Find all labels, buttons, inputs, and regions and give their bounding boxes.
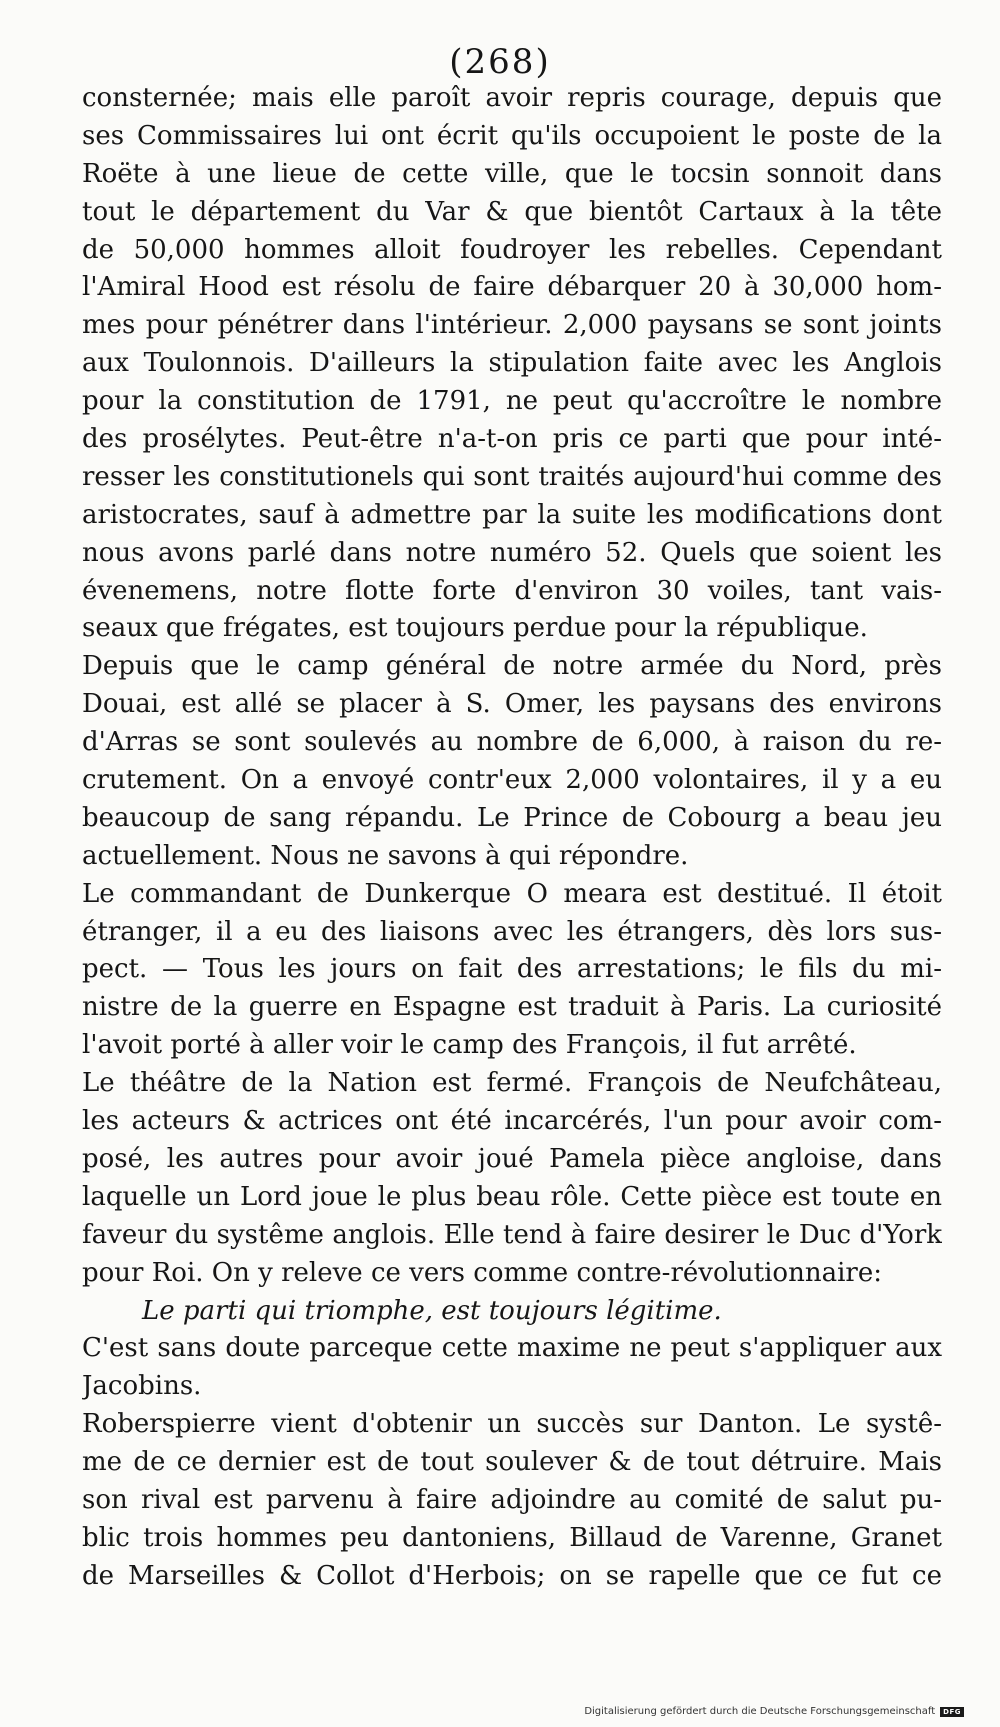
digitization-credit	[584, 1706, 964, 1717]
text-line: resser les constitutionels qui sont traités aujourd'hui comme des	[82, 461, 942, 492]
text-line: C'est sans doute parceque cette maxime ne peut s'appliquer aux	[82, 1333, 942, 1364]
verse-line: Le parti qui triomphe, est toujours légitime.	[142, 1295, 722, 1326]
text-line: Roberspierre vient d'obtenir un succès sur Danton. Le systê-	[82, 1409, 942, 1440]
text-line: blic trois hommes peu dantoniens, Billaud de Varenne, Granet	[82, 1522, 942, 1553]
text-line: nous avons parlé dans notre numéro 52. Quels que soient les	[82, 537, 942, 568]
text-line: Depuis que le camp général de notre armée du Nord, près	[82, 651, 942, 682]
text-line: posé, les autres pour avoir joué Pamela pièce angloise, dans	[82, 1143, 942, 1174]
text-line: pect. — Tous les jours on fait des arrestations; le fils du mi-	[82, 954, 942, 985]
text-line: de Marseilles & Collot d'Herbois; on se rapelle que ce fut ce	[82, 1560, 942, 1591]
text-line: actuellement. Nous ne savons à qui répondre.	[82, 840, 689, 871]
page-number: (268)	[449, 42, 551, 82]
text-line: mes pour pénétrer dans l'intérieur. 2,000 paysans se sont joints	[82, 310, 942, 341]
text-line: étranger, il a eu des liaisons avec les étrangers, dès lors sus-	[82, 916, 942, 947]
text-line: laquelle un Lord joue le plus beau rôle. Cette pièce est toute en	[82, 1181, 942, 1212]
text-line: ses Commissaires lui ont écrit qu'ils occupoient le poste de la	[82, 120, 942, 151]
text-line: Douai, est allé se placer à S. Omer, les paysans des environs	[82, 689, 942, 720]
text-line: Le commandant de Dunkerque O meara est destitué. Il étoit	[82, 878, 942, 909]
text-line: aux Toulonnois. D'ailleurs la stipulation faite avec les Anglois	[82, 348, 942, 379]
body-text	[82, 80, 942, 1596]
text-line: Roëte à une lieue de cette ville, que le tocsin sonnoit dans	[82, 158, 942, 189]
text-line: pour la constitution de 1791, ne peut qu'accroître le nombre	[82, 386, 942, 417]
text-line: faveur du systême anglois. Elle tend à faire desirer le Duc d'York	[82, 1219, 942, 1250]
text-line: beaucoup de sang répandu. Le Prince de Cobourg a beau jeu	[82, 802, 942, 833]
text-line: de 50,000 hommes alloit foudroyer les rebelles. Cependant	[82, 234, 942, 265]
text-line: crutement. On a envoyé contr'eux 2,000 volontaires, il y a eu	[82, 765, 942, 796]
text-line: l'Amiral Hood est résolu de faire débarquer 20 à 30,000 hom-	[82, 272, 942, 303]
text-line: d'Arras se sont soulevés au nombre de 6,000, à raison du re-	[82, 727, 942, 758]
text-line: l'avoit porté à aller voir le camp des François, il fut arrêté.	[82, 1030, 857, 1061]
text-line: évenemens, notre flotte forte d'environ 30 voiles, tant vais-	[82, 575, 942, 606]
text-line: Jacobins.	[82, 1371, 202, 1402]
text-line: Le théâtre de la Nation est fermé. François de Neufchâteau,	[82, 1068, 942, 1099]
text-line: les acteurs & actrices ont été incarcérés, l'un pour avoir com-	[82, 1106, 942, 1137]
dfg-logo: DFG	[940, 1707, 964, 1717]
text-line: seaux que frégates, est toujours perdue pour la république.	[82, 613, 868, 644]
text-line: des prosélytes. Peut-être n'a-t-on pris ce parti que pour inté-	[82, 424, 942, 455]
text-line: consternée; mais elle paroît avoir repris courage, depuis que	[82, 83, 942, 113]
text-line: tout le département du Var & que bientôt Cartaux à la tête	[82, 196, 942, 227]
text-line: nistre de la guerre en Espagne est traduit à Paris. La curiosité	[82, 992, 942, 1023]
credit-text: Digitalisierung gefördert durch die Deutsche Forschungsgemeinschaft	[584, 1706, 936, 1717]
text-line: aristocrates, sauf à admettre par la suite les modifications dont	[82, 499, 942, 530]
text-line: son rival est parvenu à faire adjoindre au comité de salut pu-	[82, 1484, 942, 1515]
text-line: pour Roi. On y releve ce vers comme contre-révolutionnaire:	[82, 1257, 882, 1288]
text-line: me de ce dernier est de tout soulever & de tout détruire. Mais	[82, 1447, 942, 1478]
